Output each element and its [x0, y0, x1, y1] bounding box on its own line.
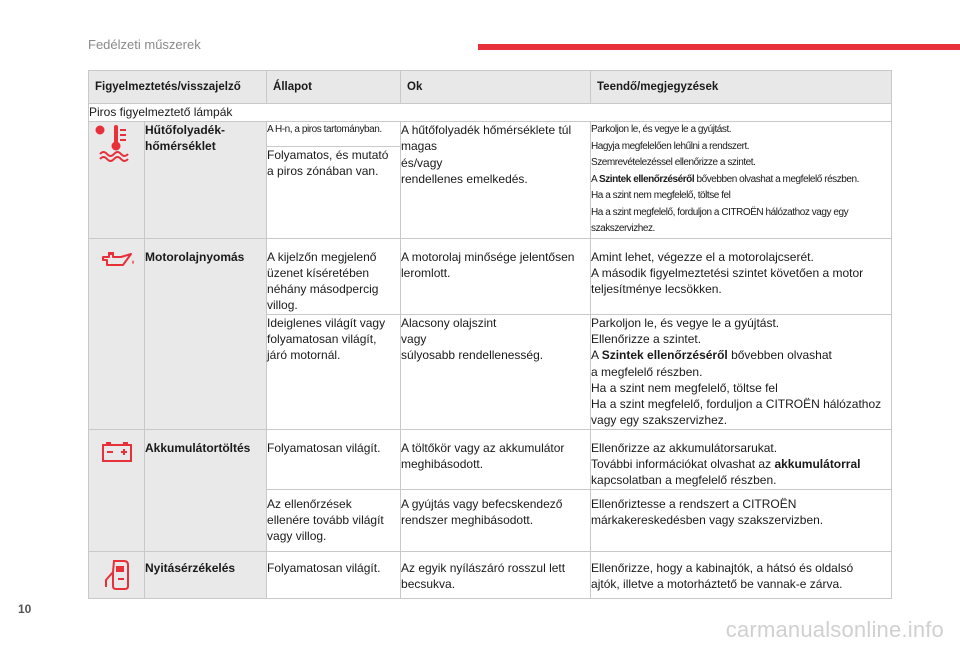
action-line: Ellenőriztesse a rendszert a CITROËN: [591, 496, 797, 511]
oil-can-icon: [97, 249, 137, 275]
action-line: Ellenőrizze a szintet.: [591, 331, 702, 346]
state-cell: Folyamatos, és mutató a piros zónában van.: [267, 147, 401, 239]
action-line: kapcsolatban a megfelelő részben.: [591, 473, 777, 488]
action-cell: [591, 122, 892, 239]
cause-cell: Az egyik nyílászáró rosszul lett becsukva.: [401, 551, 591, 598]
door-open-icon: [102, 558, 132, 596]
state-cell: A kijelzőn megjelenő üzenet kíséretében néhány másodpercig villog.: [267, 238, 401, 314]
coolant-icon-cell: [89, 122, 145, 239]
state-cell: Az ellenőrzések ellenére tovább világít vagy villog.: [267, 489, 401, 551]
action-line: A Szintek ellenőrzéséről bővebben olvashat a megfelelő részben.: [591, 173, 859, 185]
action-line: Parkoljon le, és vegye le a gyújtást.: [591, 124, 732, 135]
state-cell: Folyamatosan világít.: [267, 429, 401, 489]
action-line: teljesítménye lecsökken.: [591, 282, 722, 297]
table-row: [89, 551, 892, 598]
table-row: [89, 238, 892, 314]
action-line: Szemrevételezéssel ellenőrizze a szintet.: [591, 157, 756, 168]
action-line: További információkat olvashat az akkumulátorral: [591, 457, 861, 472]
page-number: 10: [18, 602, 32, 616]
state-cell: A H-n, a piros tartományban.: [267, 122, 401, 147]
warning-name-oil: Motorolajnyomás: [145, 238, 267, 429]
table-header-row: [89, 71, 892, 104]
column-header-state: Állapot: [267, 71, 401, 104]
action-line: Hagyja megfelelően lehűlni a rendszert.: [591, 140, 750, 152]
action-cell: [591, 314, 892, 429]
action-line: szakszervizhez.: [591, 223, 655, 234]
section-title: Fedélzeti műszerek: [88, 37, 201, 52]
section-label: Piros figyelmeztető lámpák: [89, 104, 892, 122]
action-cell: [591, 429, 892, 489]
action-line: Parkoljon le, és vegye le a gyújtást.: [591, 315, 780, 330]
column-header-cause: Ok: [401, 71, 591, 104]
cause-cell: A motorolaj minősége jelentősen leromlott.: [401, 238, 591, 314]
door-icon-cell: [89, 551, 145, 598]
cause-cell: A hűtőfolyadék hőmérséklete túl magas és/vagy rendellenes emelkedés.: [401, 122, 591, 239]
oil-icon-cell: [89, 238, 145, 429]
cause-cell: Alacsony olajszint vagy súlyosabb rendellenesség.: [401, 314, 591, 429]
watermark: carmanualsonline.info: [725, 617, 944, 642]
cause-cell: A töltőkör vagy az akkumulátor meghibásodott.: [401, 429, 591, 489]
action-line: A második figyelmeztetési szintet követően a motor: [591, 265, 864, 280]
battery-icon-cell: [89, 429, 145, 551]
cause-cell: A gyújtás vagy befecskendező rendszer meghibásodott.: [401, 489, 591, 551]
action-line: ajtók, illetve a motorháztető be vannak-e zárva.: [591, 576, 843, 591]
action-line: vagy egy szakszervizhez.: [591, 413, 728, 428]
warning-lamps-table: [88, 70, 892, 599]
warning-name-coolant: Hűtőfolyadék- hőmérséklet: [145, 122, 267, 239]
section-row: [89, 104, 892, 122]
action-line: a megfelelő részben.: [591, 364, 703, 379]
action-line: Ha a szint megfelelő, forduljon a CITROËN hálózathoz vagy egy: [591, 206, 849, 218]
warning-name-battery: Akkumulátortöltés: [145, 429, 267, 551]
action-line: A Szintek ellenőrzéséről bővebben olvashat: [591, 348, 832, 363]
table-row: [89, 122, 892, 147]
action-line: Ha a szint megfelelő, forduljon a CITROËN hálózathoz: [591, 397, 882, 412]
state-cell: Ideiglenes világít vagy folyamatosan világít, járó motornál.: [267, 314, 401, 429]
state-cell: Folyamatosan világít.: [267, 551, 401, 598]
action-line: Ha a szint nem megfelelő, töltse fel: [591, 380, 778, 395]
table-row: [89, 429, 892, 489]
action-cell: [591, 489, 892, 551]
action-line: márkakereskedésben vagy szakszervizben.: [591, 512, 824, 527]
coolant-temperature-icon: [94, 122, 140, 166]
action-line: Ellenőrizze, hogy a kabinajtók, a hátsó és oldalsó: [591, 560, 854, 575]
column-header-warning: Figyelmeztetés/visszajelző: [89, 71, 267, 104]
column-header-action: Teendő/megjegyzések: [591, 71, 892, 104]
header-accent-bar: [478, 44, 960, 50]
action-cell: [591, 551, 892, 598]
action-line: Ellenőrizze az akkumulátorsarukat.: [591, 440, 778, 455]
action-line: Ha a szint nem megfelelő, töltse fel: [591, 190, 731, 201]
warning-name-door: Nyitásérzékelés: [145, 551, 267, 598]
action-cell: [591, 238, 892, 314]
action-line: Amint lehet, végezze el a motorolajcserét.: [591, 249, 814, 264]
battery-icon: [100, 440, 134, 468]
